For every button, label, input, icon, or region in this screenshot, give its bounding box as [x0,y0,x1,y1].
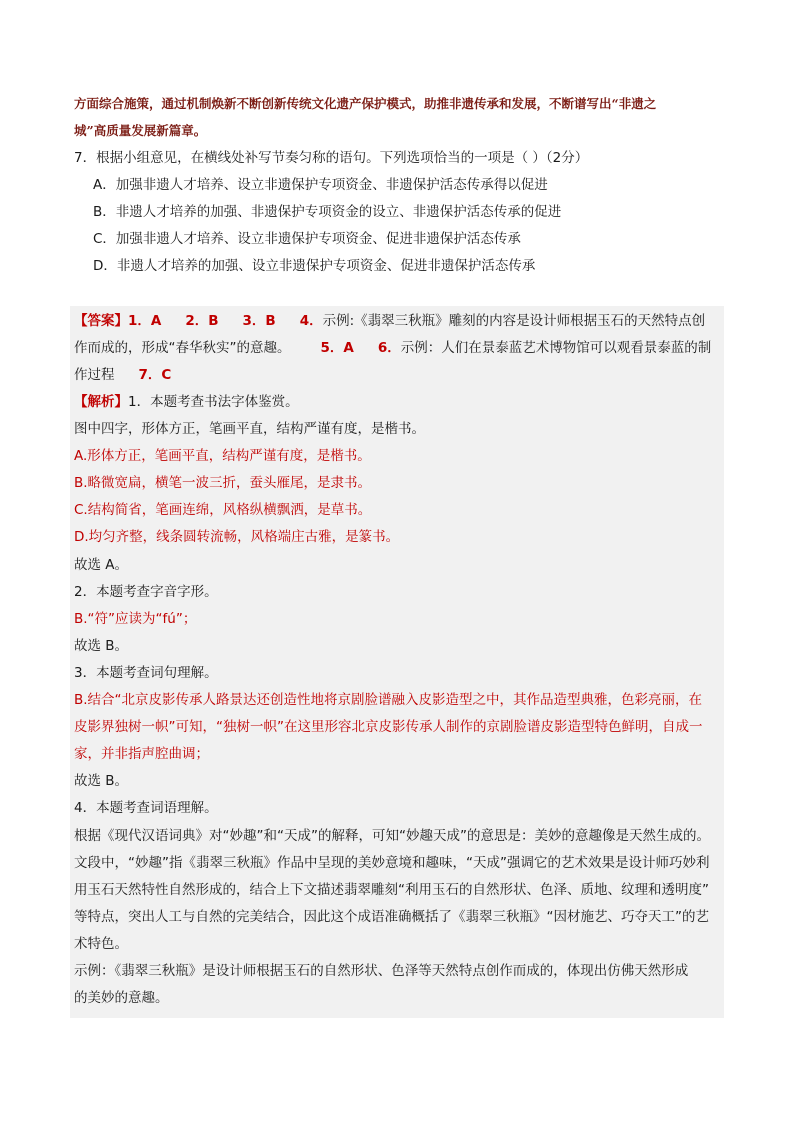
analysis-line: 故选 B。 [74,773,129,790]
answer-3: 3．B [242,313,276,329]
answer-5: 5．A [320,340,354,356]
analysis-line: 故选 A。 [74,556,129,573]
analysis-line: 3．本题考查词句理解。 [74,664,218,681]
answer-4-text: 示例:《翡翠三秋瓶》雕刻的内容是设计师根据玉石的天然特点创 [322,313,706,329]
answer-6-prefix: 6． [377,340,401,356]
analysis-line: 2．本题考查字音字形。 [74,583,218,600]
analysis-line: 图中四字，形体方正，笔画平直，结构严谨有度，是楷书。 [74,421,425,437]
answer-7: 7．C [138,367,172,383]
analysis-line: C.结构简省，笔画连绵，风格纵横飘洒，是草书。 [74,502,372,519]
analysis-line: 4．本题考查词语理解。 [74,800,218,817]
answer-4-prefix: 4． [299,313,323,329]
answer-6-text-cont: 作过程 [74,367,115,383]
answer-tag: 【答案】 [74,313,128,329]
question-7-option-a: A．加强非遗人才培养、设立非遗保护专项资金、非遗保护活态传承得以促进 [93,177,548,193]
question-7-option-d: D．非遗人才培养的加强、设立非遗保护专项资金、促进非遗保护活态传承 [93,258,536,274]
answer-6-text: 示例：人们在景泰蓝艺术博物馆可以观看景泰蓝的制 [400,340,712,356]
analysis-line: B.结合“北京皮影传承人路景达还创造性地将京剧脸谱融入皮影造型之中，其作品造型典雅，色彩亮丽，在 [74,692,703,708]
analysis-line: 故选 B。 [74,637,129,654]
analysis-line: B.略微宽扁，横笔一波三折，蚕头雁尾，是隶书。 [74,475,372,492]
analysis-line: 术特色。 [74,935,128,952]
question-7-option-c: C．加强非遗人才培养、设立非遗保护专项资金、促进非遗保护活态传承 [93,231,521,247]
analysis-line: 用玉石天然特性自然形成的，结合上下文描述翡翠雕刻“利用玉石的自然形状、色泽、质地、纹理和透明度” [74,881,709,898]
answer-1: 1．A [128,313,162,329]
analysis-header [74,389,724,416]
analysis-line: 的美妙的意趣。 [74,990,169,1007]
analysis-line: 等特点，突出人工与自然的完美结合，因此这个成语准确概括了《翡翠三秋瓶》“因材施艺、巧夺天工”的艺 [74,908,709,925]
analysis-line: A.形体方正，笔画平直，结构严谨有度，是楷书。 [74,448,371,465]
answer-line-3 [74,362,724,389]
intro-line-1: 方面综合施策，通过机制焕新不断创新传统文化遗产保护模式，助推非遗传承和发展，不断谱写出“非遗之 [74,96,657,111]
analysis-tag: 【解析】 [74,394,128,410]
analysis-line: 皮影界独树一帜”可知，“独树一帜”在这里形容北京皮影传承人制作的京剧脸谱皮影造型特色鲜明，自成一 [74,719,703,736]
question-7-stem: 7．根据小组意见，在横线处补写节奏匀称的语句。下列选项恰当的一项是（ ）（2分） [74,150,589,166]
analysis-line-0: 1．本题考查书法字体鉴赏。 [128,394,299,410]
answer-4-text-cont: 作而成的，形成“春华秋实”的意趣。 [74,340,291,356]
analysis-line: 家，并非指声腔曲调； [74,746,209,763]
answer-line-2 [74,335,724,362]
analysis-line: 根据《现代汉语词典》对“妙趣”和“天成”的解释，可知“妙趣天成”的意思是：美妙的意趣像是天然生成的。 [74,827,710,844]
answer-line-1 [74,308,724,335]
analysis-line: 示例：《翡翠三秋瓶》是设计师根据玉石的自然形状、色泽等天然特点创作而成的，体现出仿佛天然形成 [74,963,689,979]
analysis-line: B.“符”应读为“fú”； [74,610,197,627]
analysis-line: 文段中，“妙趣”指《翡翠三秋瓶》作品中呈现的美妙意境和趣味，“天成”强调它的艺术效果是设计师巧妙利 [74,854,710,871]
analysis-line: D.均匀齐整，线条圆转流畅，风格端庄古雅，是篆书。 [74,529,400,546]
answer-2: 2．B [185,313,219,329]
intro-line-2: 城”高质量发展新篇章。 [74,123,207,138]
question-7-option-b: B．非遗人才培养的加强、非遗保护专项资金的设立、非遗保护活态传承的促进 [93,204,562,220]
